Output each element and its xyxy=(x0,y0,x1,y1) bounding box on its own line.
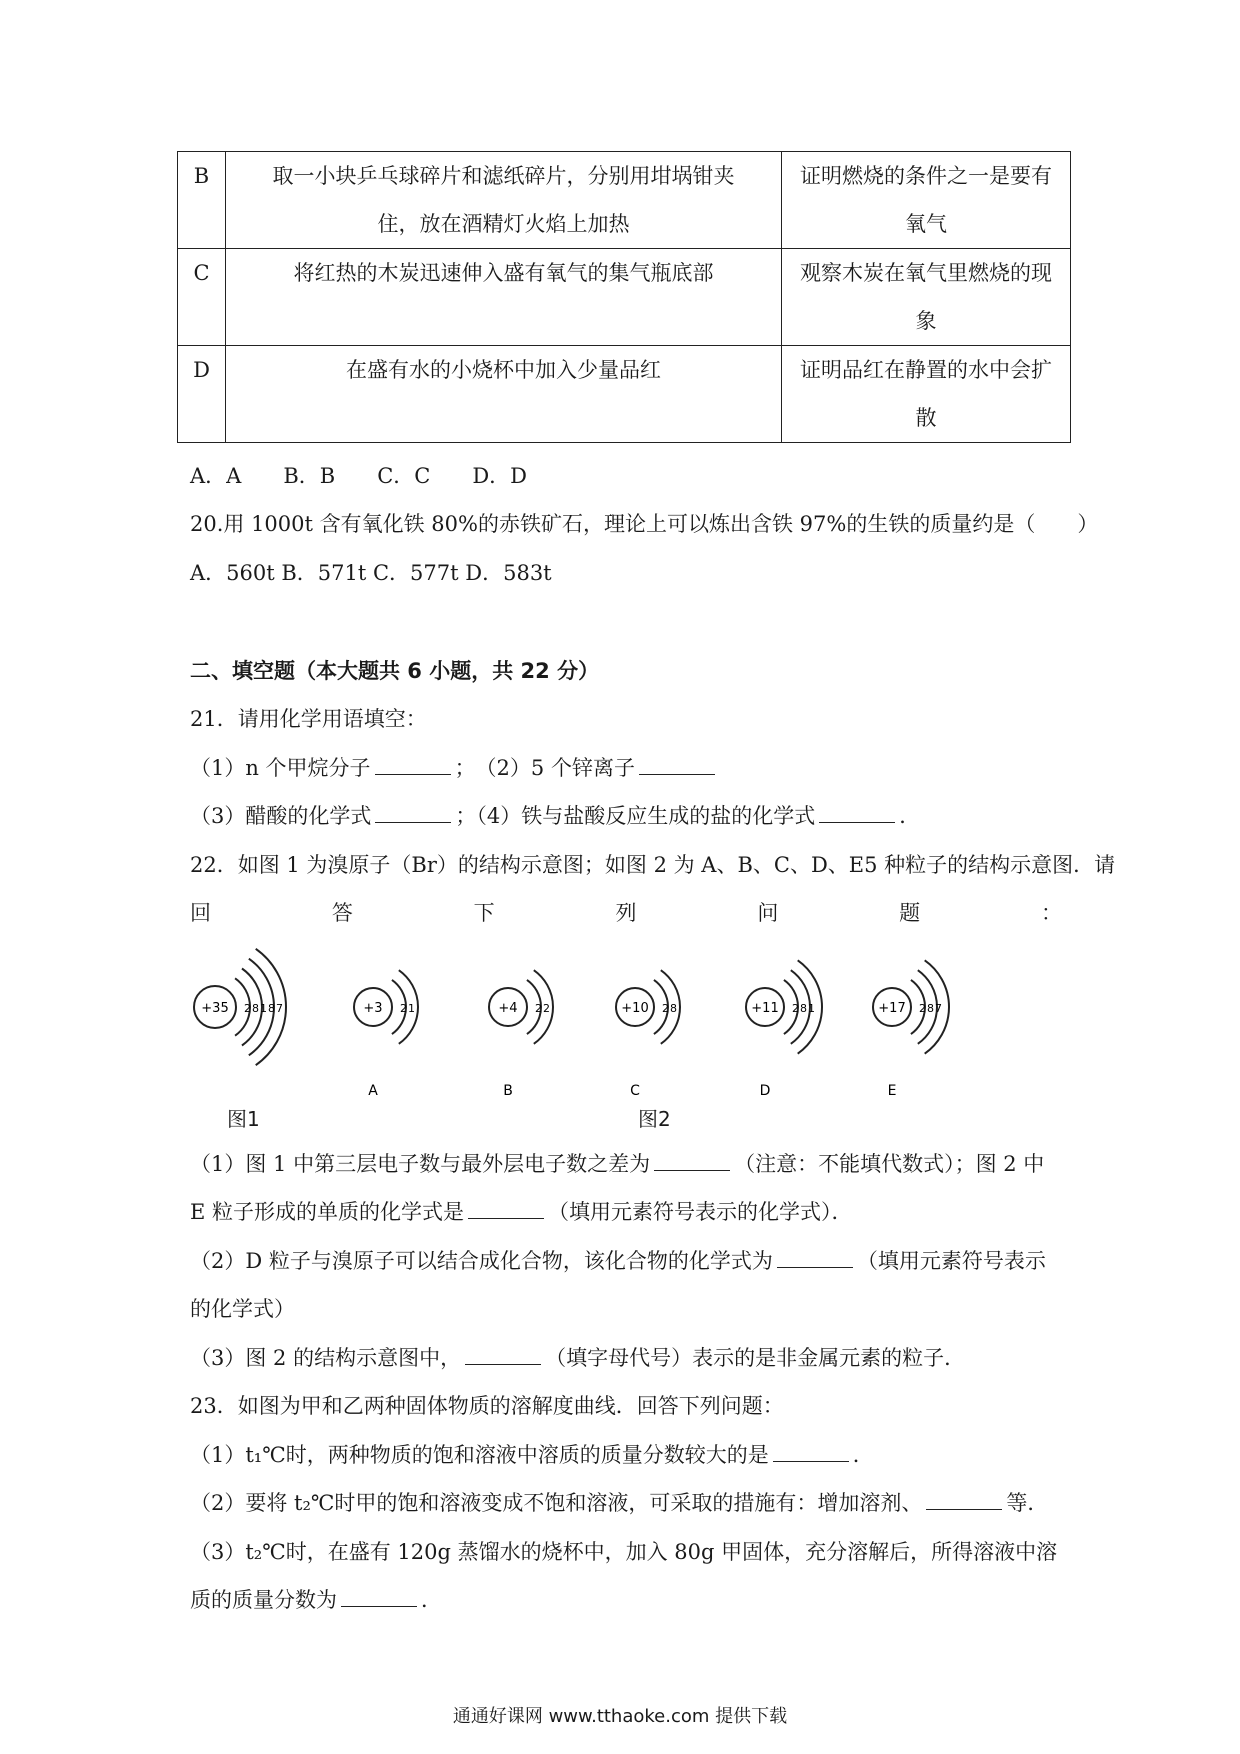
row-label: C xyxy=(178,249,226,346)
figure1-label: 图1 xyxy=(227,1107,260,1131)
nucleus-charge: +4 xyxy=(498,1001,518,1016)
operation-cell: 将红热的木炭迅速伸入盛有氧气的集气瓶底部 xyxy=(226,249,782,346)
q22-part2-line1: （2）D 粒子与溴原子可以结合成化合物，该化合物的化学式为 （填用元素符号表示 xyxy=(190,1249,1046,1273)
q21-stem: 21．请用化学用语填空： xyxy=(190,707,427,731)
particle-letter: D xyxy=(759,1083,771,1099)
q21-part2: （3）醋酸的化学式 ；（4）铁与盐酸反应生成的盐的化学式 ． xyxy=(190,804,921,828)
row-label: D xyxy=(178,346,226,443)
answer-blank xyxy=(375,754,451,775)
nucleus-charge: +35 xyxy=(201,1001,229,1016)
electron-counts: 28 xyxy=(662,1002,678,1015)
table-row xyxy=(178,249,1071,346)
q19-options: A．A B．B C．C D．D xyxy=(190,464,528,488)
electron-counts: 21 xyxy=(400,1002,416,1015)
atom-diagram xyxy=(489,970,553,1099)
answer-blank xyxy=(819,802,895,823)
particle-letter: A xyxy=(368,1083,378,1099)
atom-diagram xyxy=(873,960,949,1099)
atom-diagram xyxy=(746,960,822,1099)
operation-cell: 取一小块乒乓球碎片和滤纸碎片，分别用坩埚钳夹 住，放在酒精灯火焰上加热 xyxy=(226,152,782,249)
atomic-structure-figure xyxy=(185,935,1005,1145)
answer-blank xyxy=(375,802,451,823)
table-row xyxy=(178,152,1071,249)
page-footer: 通通好课网 www.tthaoke.com 提供下载 xyxy=(452,1706,788,1727)
nucleus-charge: +17 xyxy=(878,1001,906,1016)
table-row xyxy=(178,346,1071,443)
answer-blank xyxy=(926,1489,1002,1510)
purpose-cell: 观察木炭在氧气里燃烧的现 象 xyxy=(782,249,1071,346)
answer-blank xyxy=(639,754,715,775)
answer-blank xyxy=(468,1198,544,1219)
q23-part3-line1: （3）t₂℃时，在盛有 120g 蒸馏水的烧杯中，加入 80g 甲固体，充分溶解后，所得溶液中溶 xyxy=(190,1540,1058,1564)
q21-part1: （1）n 个甲烷分子 ； （2）5 个锌离子 xyxy=(190,752,719,782)
electron-counts: 28187 xyxy=(244,1002,284,1015)
answer-blank xyxy=(341,1586,417,1607)
answer-blank xyxy=(654,1150,730,1171)
electron-counts: 287 xyxy=(919,1002,943,1015)
row-label: B xyxy=(178,152,226,249)
purpose-cell: 证明品红在静置的水中会扩 散 xyxy=(782,346,1071,443)
q23-part1: （1）t₁℃时，两种物质的饱和溶液中溶质的质量分数较大的是 ． xyxy=(190,1443,874,1467)
nucleus-charge: +3 xyxy=(363,1001,383,1016)
atom-diagram xyxy=(616,970,680,1099)
particle-letter: C xyxy=(630,1083,640,1099)
section-title: 二、填空题（本大题共 6 小题，共 22 分） xyxy=(190,659,600,683)
purpose-cell: 证明燃烧的条件之一是要有 氧气 xyxy=(782,152,1071,249)
answer-blank xyxy=(773,1441,849,1462)
answer-blank xyxy=(777,1247,853,1268)
q22-part1-line1: （1）图 1 中第三层电子数与最外层电子数之差为 （注意：不能填代数式）；图 2 中 xyxy=(190,1152,1045,1176)
q23-stem: 23．如图为甲和乙两种固体物质的溶解度曲线．回答下列问题： xyxy=(190,1394,784,1418)
particle-letter: E xyxy=(887,1083,897,1099)
q23-part3-line2: 质的质量分数为 ． xyxy=(190,1588,442,1612)
q22-part1-line2: E 粒子形成的单质的化学式是 （填用元素符号表示的化学式）． xyxy=(190,1200,853,1224)
figure2-label: 图2 xyxy=(638,1107,671,1131)
q22-spread-line: 回 答 下 列 问 题 ： xyxy=(190,901,1062,925)
atom-diagram xyxy=(354,970,418,1099)
atom-diagram xyxy=(194,949,286,1065)
atom-diagrams xyxy=(185,935,1005,1145)
electron-counts: 22 xyxy=(535,1002,551,1015)
q23-part2: （2）要将 t₂℃时甲的饱和溶液变成不饱和溶液，可采取的措施有：增加溶剂、 等． xyxy=(190,1491,1049,1515)
answer-blank xyxy=(465,1344,541,1365)
operation-cell: 在盛有水的小烧杯中加入少量品红 xyxy=(226,346,782,443)
q22-stem: 22．如图 1 为溴原子（Br）的结构示意图；如图 2 为 A、B、C、D、E5 种粒子的结构示意图．请 xyxy=(190,853,1116,877)
q22-part2-line2: 的化学式） xyxy=(190,1297,295,1321)
particle-letter: B xyxy=(503,1083,513,1099)
q20-stem: 20.用 1000t 含有氧化铁 80%的赤铁矿石，理论上可以炼出含铁 97%的生铁的质量约是（ ） xyxy=(190,512,1099,536)
experiment-table xyxy=(177,151,1071,443)
q20-options: A．560t B．571t C．577t D．583t xyxy=(190,561,552,585)
electron-counts: 281 xyxy=(792,1002,816,1015)
nucleus-charge: +11 xyxy=(751,1001,779,1016)
q22-part3: （3）图 2 的结构示意图中， （填字母代号）表示的是非金属元素的粒子． xyxy=(190,1346,966,1370)
nucleus-charge: +10 xyxy=(621,1001,649,1016)
